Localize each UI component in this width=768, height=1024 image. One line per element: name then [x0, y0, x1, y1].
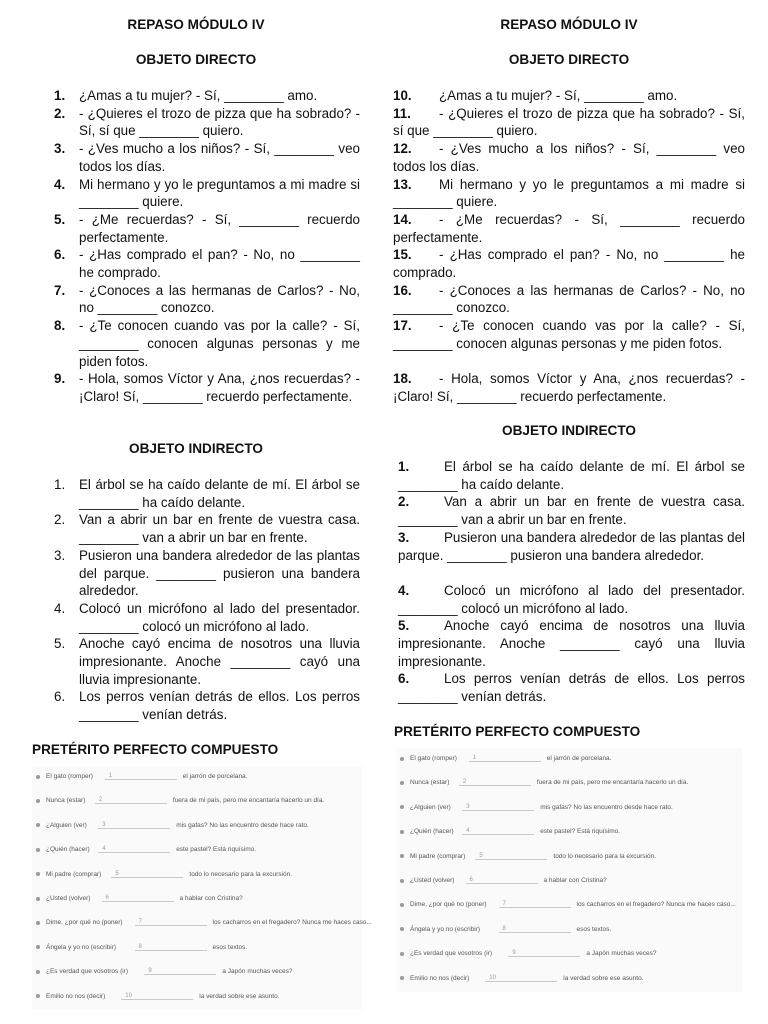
- item-number: 5.: [398, 618, 410, 634]
- worksheet-title: REPASO MÓDULO IV: [500, 17, 638, 32]
- exercise-index: 8: [138, 943, 142, 950]
- section-heading-objeto-indirecto: OBJETO INDIRECTO: [129, 441, 263, 456]
- exercise-completion: mis gafas? No las encuentro desde hace rato.: [176, 821, 309, 829]
- bullet-icon: [36, 775, 40, 779]
- item-text: Colocó un micrófono al lado del presentador. ________ colocó un micrófono al lado.: [398, 582, 745, 616]
- bullet-icon: [36, 994, 40, 998]
- exercise-prompt: ¿Quién (hacer): [46, 846, 90, 854]
- item-number: 2.: [54, 512, 66, 528]
- list-item: [54, 176, 360, 211]
- list-item: [398, 670, 745, 705]
- list-item: [393, 370, 745, 405]
- exercise-index: 4: [466, 828, 470, 835]
- bullet-icon: [400, 879, 404, 883]
- exercise-index: 9: [512, 950, 516, 957]
- exercise-completion: a Japón muchas veces?: [222, 968, 293, 976]
- exercise-index: 1: [472, 755, 477, 761]
- exercise-completion: fuera de mi país, pero me encantaría hacerlo un día.: [536, 779, 689, 787]
- exercise-index: 3: [102, 821, 106, 828]
- bullet-icon: [400, 830, 404, 834]
- list-item: [398, 582, 745, 617]
- item-number: 3.: [54, 547, 66, 563]
- list-item: [398, 493, 745, 528]
- exercise-index: 7: [138, 919, 142, 926]
- item-text: ¿Amas a tu mujer? - Sí, ________ amo.: [439, 88, 678, 103]
- item-text: - ¿Te conocen cuando vas por la calle? - Sí, ________ conocen algunas personas y me piden fotos.: [79, 318, 360, 369]
- exercise-completion: los cacharros en el fregadero? Nunca me haces caso...: [576, 901, 736, 909]
- answer-input[interactable]: [462, 810, 534, 811]
- item-number: 6.: [398, 671, 410, 687]
- answer-input[interactable]: [135, 925, 207, 926]
- exercise-row: [400, 755, 736, 765]
- section-heading-preterito-perfecto-compuesto: PRETÉRITO PERFECTO COMPUESTO: [32, 742, 279, 757]
- bullet-icon: [36, 848, 40, 852]
- exercise-completion: a hablar con Cristina?: [179, 895, 243, 902]
- exercise-row: [400, 853, 736, 863]
- exercise-prompt: Dime, ¿por qué no (poner): [410, 901, 487, 909]
- exercise-prompt: ¿Es verdad que vosotros (ir): [410, 950, 493, 958]
- exercise-row: [36, 895, 356, 905]
- answer-input[interactable]: [469, 761, 541, 762]
- exercise-completion: todo lo necesario para la excursión.: [553, 852, 657, 860]
- exercise-completion: a Japón muchas veces?: [586, 950, 657, 958]
- item-number: 16.: [393, 282, 412, 298]
- exercise-prompt: ¿Es verdad que vosotros (ir): [46, 968, 129, 976]
- exercise-prompt: Ángela y yo no (escribir): [46, 943, 117, 951]
- exercise-row: [400, 926, 736, 936]
- exercise-index: 6: [469, 877, 473, 883]
- list-item: [393, 317, 745, 352]
- exercise-completion: este pastel? Está riquísimo.: [540, 828, 621, 836]
- exercise-row: [400, 828, 736, 838]
- list-item: [393, 246, 745, 281]
- item-number: 10.: [393, 88, 412, 103]
- item-text: Pusieron una bandera alrededor de las plantas del parque. ________ pusieron una bandera alrededor.: [79, 547, 360, 599]
- item-text: Pusieron una bandera alrededor de las plantas del parque. ________ pusieron una bandera alrededor.: [398, 529, 745, 563]
- exercise-index: 1: [108, 773, 113, 779]
- item-text: - ¿Quieres el trozo de pizza que ha sobrado? - Sí, sí que ________ quiero.: [393, 105, 745, 139]
- section-heading-objeto-directo: OBJETO DIRECTO: [135, 52, 257, 67]
- exercise-row: [400, 950, 736, 960]
- section-heading-preterito-perfecto-compuesto: PRETÉRITO PERFECTO COMPUESTO: [394, 724, 641, 739]
- item-text: Colocó un micrófono al lado del presentador. ________ colocó un micrófono al lado.: [79, 600, 360, 634]
- exercise-prompt: ¿Alguien (ver): [410, 803, 451, 811]
- exercise-row: [36, 797, 356, 807]
- item-text: - ¿Conoces a las hermanas de Carlos? - No, no ________ conozco.: [79, 282, 360, 316]
- exercise-completion: el jarrón de porcelana.: [182, 773, 248, 780]
- answer-input[interactable]: [144, 974, 216, 975]
- exercise-index: 5: [479, 852, 483, 859]
- exercise-prompt: El gato (romper): [46, 773, 93, 780]
- list-item: [393, 87, 745, 105]
- item-text: - Hola, somos Víctor y Ana, ¿nos recuerdas? - ¡Claro! Sí, ________ recuerdo perfectamente.: [79, 371, 360, 404]
- bullet-icon: [36, 945, 40, 949]
- item-number: 4.: [398, 582, 410, 598]
- exercise-prompt: Emilio no nos (decir): [410, 974, 470, 982]
- item-number: 12.: [393, 141, 412, 157]
- item-text: - ¿Conoces a las hermanas de Carlos? - No, no ________ conozco.: [393, 282, 745, 316]
- exercise-row: [400, 877, 736, 887]
- exercise-prompt: ¿Quién (hacer): [410, 828, 454, 836]
- item-text: - ¿Me recuerdas? - Sí, ________ recuerdo perfectamente.: [393, 211, 745, 245]
- item-text: - ¿Has comprado el pan? - No, no ________ he comprado.: [393, 247, 745, 280]
- list-item: [393, 211, 745, 246]
- exercise-completion: mis gafas? No las encuentro desde hace rato.: [540, 803, 673, 811]
- exercise-prompt: Dime, ¿por qué no (poner): [46, 919, 123, 927]
- bullet-icon: [400, 781, 404, 785]
- item-text: El árbol se ha caído delante de mí. El árbol se ________ ha caído delante.: [398, 459, 745, 492]
- answer-input[interactable]: [475, 859, 547, 860]
- exercise-row: [36, 846, 356, 856]
- bullet-icon: [400, 854, 404, 858]
- bullet-icon: [36, 921, 40, 925]
- list-item: [54, 476, 360, 511]
- item-number: 2.: [54, 105, 66, 121]
- ppc-exercise-image: [32, 766, 372, 1010]
- section-heading-objeto-indirecto: OBJETO INDIRECTO: [502, 423, 636, 438]
- exercise-prompt: Emilio no nos (decir): [46, 992, 106, 1000]
- section-heading-objeto-directo: OBJETO DIRECTO: [508, 52, 630, 67]
- item-number: 13.: [393, 176, 412, 192]
- exercise-index: 10: [125, 992, 132, 999]
- exercise-completion: esos textos.: [212, 943, 248, 951]
- answer-input[interactable]: [499, 907, 571, 908]
- bullet-icon: [400, 903, 404, 907]
- item-number: 5.: [54, 211, 66, 227]
- exercise-row: [36, 968, 356, 978]
- list-item: [393, 282, 745, 317]
- list-item: [54, 511, 360, 546]
- item-number: 15.: [393, 247, 412, 263]
- exercise-prompt: Mi padre (comprar): [410, 852, 466, 860]
- item-text: - ¿Has comprado el pan? - No, no ________ he comprado.: [79, 247, 360, 280]
- bullet-icon: [400, 976, 404, 980]
- list-item: [393, 140, 745, 175]
- exercise-index: 4: [102, 846, 106, 853]
- exercise-index: 6: [105, 895, 109, 901]
- exercise-completion: fuera de mi país, pero me encantaría hacerlo un día.: [172, 797, 325, 805]
- list-item: [54, 688, 360, 723]
- bullet-icon: [36, 799, 40, 803]
- item-number: 5.: [54, 636, 66, 652]
- answer-input[interactable]: [485, 981, 557, 982]
- exercise-completion: a hablar con Cristina?: [543, 877, 607, 884]
- item-text: - ¿Me recuerdas? - Sí, ________ recuerdo perfectamente.: [79, 211, 360, 245]
- answer-input[interactable]: [105, 779, 177, 780]
- item-text: - Hola, somos Víctor y Ana, ¿nos recuerdas? - ¡Claro! Sí, ________ recuerdo perfectamente.: [393, 371, 745, 404]
- exercise-prompt: Nunca (estar): [46, 797, 86, 805]
- item-text: ¿Amas a tu mujer? - Sí, ________ amo.: [79, 88, 318, 103]
- list-item: [54, 635, 360, 688]
- item-text: - ¿Quieres el trozo de pizza que ha sobrado? - Sí, sí que ________ quiero.: [79, 105, 360, 139]
- exercise-prompt: Ángela y yo no (escribir): [410, 925, 481, 933]
- exercise-row: [400, 804, 736, 814]
- exercise-row: [36, 822, 356, 832]
- item-text: Van a abrir un bar en frente de vuestra casa. ________ van a abrir un bar en frente.: [398, 494, 745, 528]
- list-item: [398, 458, 745, 493]
- exercise-row: [36, 993, 356, 1003]
- list-item: [393, 176, 745, 211]
- item-text: Anoche cayó encima de nosotros una lluvia impresionante. Anoche ________ cayó una lluvia impresionante.: [79, 636, 360, 687]
- list-item: [54, 140, 360, 175]
- answer-input[interactable]: [102, 901, 174, 902]
- item-number: 4.: [54, 600, 66, 616]
- item-number: 1.: [54, 477, 66, 492]
- answer-input[interactable]: [111, 877, 183, 878]
- bullet-icon: [36, 872, 40, 876]
- exercise-prompt: El gato (romper): [410, 755, 457, 762]
- worksheet-title: REPASO MÓDULO IV: [127, 17, 265, 32]
- item-number: 7.: [54, 282, 66, 298]
- exercise-completion: este pastel? Está riquísimo.: [176, 846, 257, 854]
- exercise-row: [36, 944, 356, 954]
- exercise-row: [36, 773, 356, 783]
- list-item: [54, 370, 360, 405]
- exercise-index: 5: [115, 870, 119, 877]
- exercise-row: [400, 779, 736, 789]
- exercise-completion: esos textos.: [576, 925, 612, 933]
- exercise-prompt: ¿Usted (volver): [410, 877, 455, 884]
- item-text: - ¿Ves mucho a los niños? - Sí, ________ veo todos los días.: [79, 141, 360, 174]
- item-number: 17.: [393, 318, 412, 334]
- item-number: 9.: [54, 371, 66, 387]
- exercise-index: 9: [148, 968, 152, 975]
- exercise-completion: la verdad sobre ese asunto.: [563, 974, 644, 982]
- exercise-row: [400, 975, 736, 985]
- exercise-index: 8: [502, 925, 506, 932]
- exercise-completion: la verdad sobre ese asunto.: [199, 992, 280, 1000]
- list-item: [398, 617, 745, 670]
- ppc-exercise-image: [396, 748, 742, 992]
- item-number: 3.: [54, 141, 66, 157]
- item-number: 6.: [54, 247, 66, 263]
- list-item: [54, 317, 360, 370]
- list-item: [54, 547, 360, 600]
- item-text: Van a abrir un bar en frente de vuestra casa. ________ van a abrir un bar en frente.: [79, 512, 360, 546]
- item-text: Los perros venían detrás de ellos. Los perros ________ venían detrás.: [79, 689, 360, 723]
- answer-input[interactable]: [466, 883, 538, 884]
- answer-input[interactable]: [98, 828, 170, 829]
- answer-input[interactable]: [499, 932, 571, 933]
- exercise-index: 3: [466, 803, 470, 810]
- bullet-icon: [36, 897, 40, 901]
- answer-input[interactable]: [459, 785, 531, 786]
- item-number: 4.: [54, 176, 66, 192]
- item-text: - ¿Ves mucho a los niños? - Sí, ________ veo todos los días.: [393, 141, 745, 174]
- exercise-prompt: ¿Alguien (ver): [46, 821, 87, 829]
- item-number: 3.: [398, 529, 410, 545]
- bullet-icon: [36, 970, 40, 974]
- answer-input[interactable]: [135, 950, 207, 951]
- exercise-completion: el jarrón de porcelana.: [546, 755, 612, 762]
- item-number: 14.: [393, 211, 412, 227]
- answer-input[interactable]: [508, 956, 580, 957]
- item-text: Los perros venían detrás de ellos. Los perros ________ venían detrás.: [398, 671, 745, 705]
- item-number: 1.: [398, 459, 410, 474]
- bullet-icon: [400, 805, 404, 809]
- bullet-icon: [400, 952, 404, 956]
- exercise-index: 2: [462, 779, 467, 786]
- exercise-row: [36, 919, 372, 929]
- item-number: 1.: [54, 88, 66, 103]
- exercise-index: 10: [489, 974, 496, 981]
- item-number: 11.: [393, 105, 411, 121]
- exercise-completion: todo lo necesario para la excursión.: [189, 870, 293, 878]
- exercise-completion: los cacharros en el fregadero? Nunca me haces caso...: [212, 919, 372, 927]
- answer-input[interactable]: [98, 852, 170, 853]
- list-item: [54, 211, 360, 246]
- item-number: 2.: [398, 494, 410, 510]
- item-text: El árbol se ha caído delante de mí. El árbol se ________ ha caído delante.: [79, 477, 360, 510]
- list-item: [54, 105, 360, 140]
- item-number: 18.: [393, 371, 412, 387]
- item-text: Mi hermano y yo le preguntamos a mi madre si ________ quiere.: [393, 176, 745, 210]
- bullet-icon: [400, 757, 404, 761]
- bullet-icon: [400, 927, 404, 931]
- bullet-icon: [36, 823, 40, 827]
- list-item: [54, 246, 360, 281]
- exercise-row: [36, 871, 356, 881]
- item-text: Anoche cayó encima de nosotros una lluvia impresionante. Anoche ________ cayó una lluvia impresionante.: [398, 618, 745, 669]
- answer-input[interactable]: [95, 803, 167, 804]
- exercise-index: 7: [502, 901, 506, 908]
- exercise-row: [400, 901, 736, 911]
- exercise-prompt: ¿Usted (volver): [46, 895, 91, 902]
- list-item: [54, 600, 360, 635]
- item-number: 6.: [54, 689, 66, 705]
- list-item: [393, 105, 745, 140]
- exercise-index: 2: [98, 797, 103, 804]
- list-item: [54, 282, 360, 317]
- list-item: [54, 87, 360, 105]
- exercise-prompt: Nunca (estar): [410, 779, 450, 787]
- answer-input[interactable]: [121, 999, 193, 1000]
- item-text: - ¿Te conocen cuando vas por la calle? - Sí, ________ conocen algunas personas y me piden fotos.: [393, 318, 745, 351]
- item-text: Mi hermano y yo le preguntamos a mi madre si ________ quiere.: [79, 176, 360, 210]
- list-item: [398, 529, 745, 564]
- answer-input[interactable]: [462, 834, 534, 835]
- exercise-prompt: Mi padre (comprar): [46, 870, 102, 878]
- item-number: 8.: [54, 318, 66, 334]
